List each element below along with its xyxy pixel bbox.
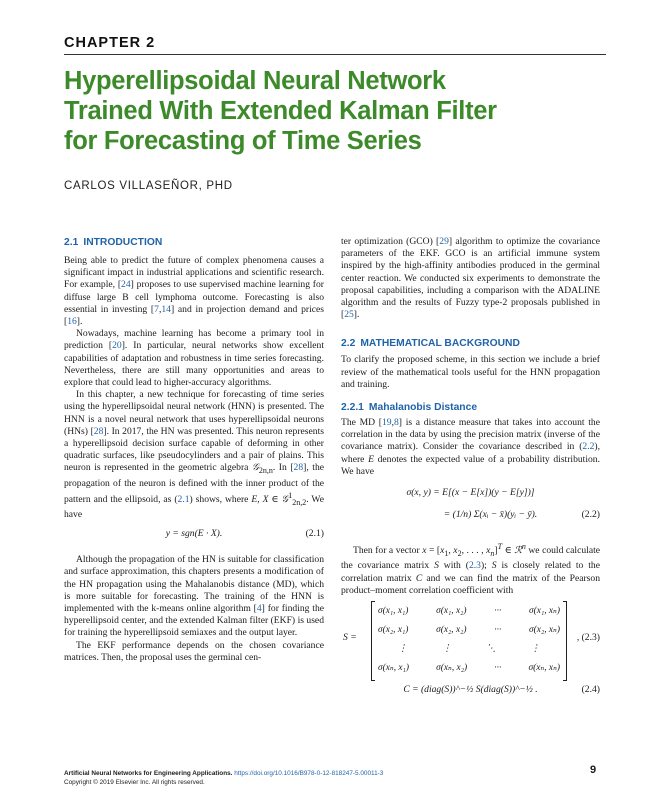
paragraph: In this chapter, a new technique for forecasting of time series using the hyperellipsoidal neural network (HNN) is presented. The HNN is a novel neural network that uses hyperellipsoidal neurons (HNs) [28]. In 2017, the HN was presented. This neuron represents a hyperellipsoid decision surface capable of deforming in other quadratic surfaces, like pseudocylinders and a pair of plains. This neuron is represented in the geometric algebra 𝒢$_{2n,n}$. In [28], the propagation of the neuron is defined with the inner product of the pattern and the ellipsoid, as (2.1) shows, where E, X ∈ 𝒢$^1_{2n,2}$. We have [64, 389, 325, 521]
matrix-row: σ(xₙ, x₁) σ(xₙ, x₂) ··· σ(xₙ, xₙ) [378, 662, 560, 673]
citation-link[interactable]: 24 [121, 279, 131, 291]
paragraph: Being able to predict the future of complex phenomena causes a significant impact in industrial applications and scientific research. For example, [24] proposes to use supervised machine learning for diffuse large B cell lymphoma outcome. Forecasting is also essential in investing [7,14] and in projection demand and prices [16]. [64, 255, 324, 328]
page-number: 9 [590, 764, 597, 776]
citation-link[interactable]: 19 [382, 417, 392, 429]
citation-link[interactable]: 29 [439, 236, 449, 247]
equation-2-3: S = σ(x₁, x₁) σ(x₁, x₂) ··· σ(x₁, xₙ) σ(x₂, x₁) σ(x₂, x₂) ··· σ(x₂, xₙ) ⋮ ⋮ ⋱ ⋮ σ(xₙ, x₁) σ(xₙ, x₂) ··· σ(xₙ, xₙ) , (2.3) [341, 602, 600, 682]
paragraph: Then for a vector $x = [x_1$, $x_2$, . . . , $x_n]^T$ ∈ ℛ$^n$ we could calculate the covariance matrix S with (2.3); S is closely related to the correlation matrix C and we can find the matrix of the Pearson product–moment correlation coefficient with [341, 542, 600, 596]
matrix-row: ⋮ ⋮ ⋱ ⋮ [398, 643, 540, 654]
right-column [341, 236, 600, 700]
section-heading-2-2: 2.2 MATHEMATICAL BACKGROUND [341, 338, 520, 350]
citation-link[interactable]: 28 [293, 462, 304, 474]
author: CARLOS VILLASEÑOR, PHD [64, 180, 233, 192]
citation-link[interactable]: 7 [154, 303, 159, 315]
left-column [64, 236, 324, 664]
equation-link[interactable]: 2.3 [468, 560, 481, 572]
equation-link[interactable]: 2.2 [582, 441, 595, 453]
citation-link[interactable]: 14 [161, 303, 171, 315]
chapter-label: CHAPTER 2 [64, 35, 156, 51]
matrix-row: σ(x₂, x₁) σ(x₂, x₂) ··· σ(x₂, xₙ) [378, 624, 560, 635]
citation-link[interactable]: 4 [256, 603, 262, 615]
footer-book-title: Artificial Neural Networks for Engineering Applications. [64, 770, 233, 777]
equation-2-2-line1: σ(x, y) = E[(x − E[x])(y − E[y])] [406, 487, 535, 499]
footer-doi-link[interactable]: https://doi.org/10.1016/B978-0-12-818247-5.00011-3 [234, 770, 384, 777]
matrix-row: σ(x₁, x₁) σ(x₁, x₂) ··· σ(x₁, xₙ) [378, 605, 560, 616]
citation-link[interactable]: 20 [112, 340, 122, 352]
equation-2-2-line2: = (1/n) Σ(xᵢ − x̄)(yᵢ − ȳ). (2.2) [443, 509, 600, 521]
paragraph: ter optimization (GCO) [29] algorithm to optimize the covariance parameters of the EKF. GCO is an artificial immune system inspired by the high-affinity antibodies produced in the germinal center reaction. We conducted six experiments to demonstrate the proposal capabilities, including a comparison with the ADALINE algorithm and the results of Fuzzy type-2 proposals published in [25]. [341, 236, 600, 321]
title-line: Hyperellipsoidal Neural Network [64, 67, 446, 95]
chapter-rule [64, 54, 606, 55]
equation-2-1: y = sgn(E · X). (2.1) [165, 528, 324, 540]
equation-link[interactable]: 2.1 [177, 493, 190, 505]
paragraph: The EKF performance depends on the chosen covariance matrices. Then, the proposal uses the germinal cen- [64, 639, 324, 663]
paragraph: Although the propagation of the HN is suitable for classification and surface approximation, this chapters presents a modification of the HN propagation using the Mahalanobis distance (MD), which is more suitable for forecasting. The training of the HNN is implemented with the k-means online algorithm [4] for finding the hyperellipsoid center, and the extended Kalman filter (EKF) is used for training the hyperellipsoid semiaxes and the output layer. [64, 554, 324, 639]
section-heading-2-1: 2.1 INTRODUCTION [64, 237, 163, 248]
title-line: Trained With Extended Kalman Filter [64, 97, 497, 125]
paragraph: The MD [19,8] is a distance measure that takes into account the correlation in the data by using the precision matrix (inverse of the covariance matrix). Consider the covariance described in (2.2), where E denotes the expected value of a probability distribution. We have [341, 417, 600, 477]
citation-link[interactable]: 16 [67, 316, 77, 328]
paragraph: To clarify the proposed scheme, in this section we include a brief review of the mathematical tools useful for the HNN propagation and training. [341, 354, 600, 390]
citation-link[interactable]: 25 [344, 309, 354, 321]
paragraph: Nowadays, machine learning has become a primary tool in prediction [20]. In particular, neural networks show excellent capabilities of adaptation and robustness in time series forecasting. Nevertheless, there are still many opportunities and areas to explore that could lead to higher-accuracy algorithms. [64, 328, 324, 389]
footer-copyright: Copyright © 2019 Elsevier Inc. All rights reserved. [64, 779, 205, 786]
citation-link[interactable]: 8 [394, 417, 399, 429]
covariance-matrix [371, 602, 567, 680]
equation-2-4: C = (diag(S))^−½ S(diag(S))^−½ . (2.4) [403, 683, 600, 695]
citation-link[interactable]: 28 [93, 425, 104, 437]
chapter-title [64, 66, 604, 156]
footer [64, 769, 534, 787]
section-heading-2-2-1: 2.2.1 Mahalanobis Distance [341, 402, 478, 414]
title-line: for Forecasting of Time Series [64, 127, 422, 155]
